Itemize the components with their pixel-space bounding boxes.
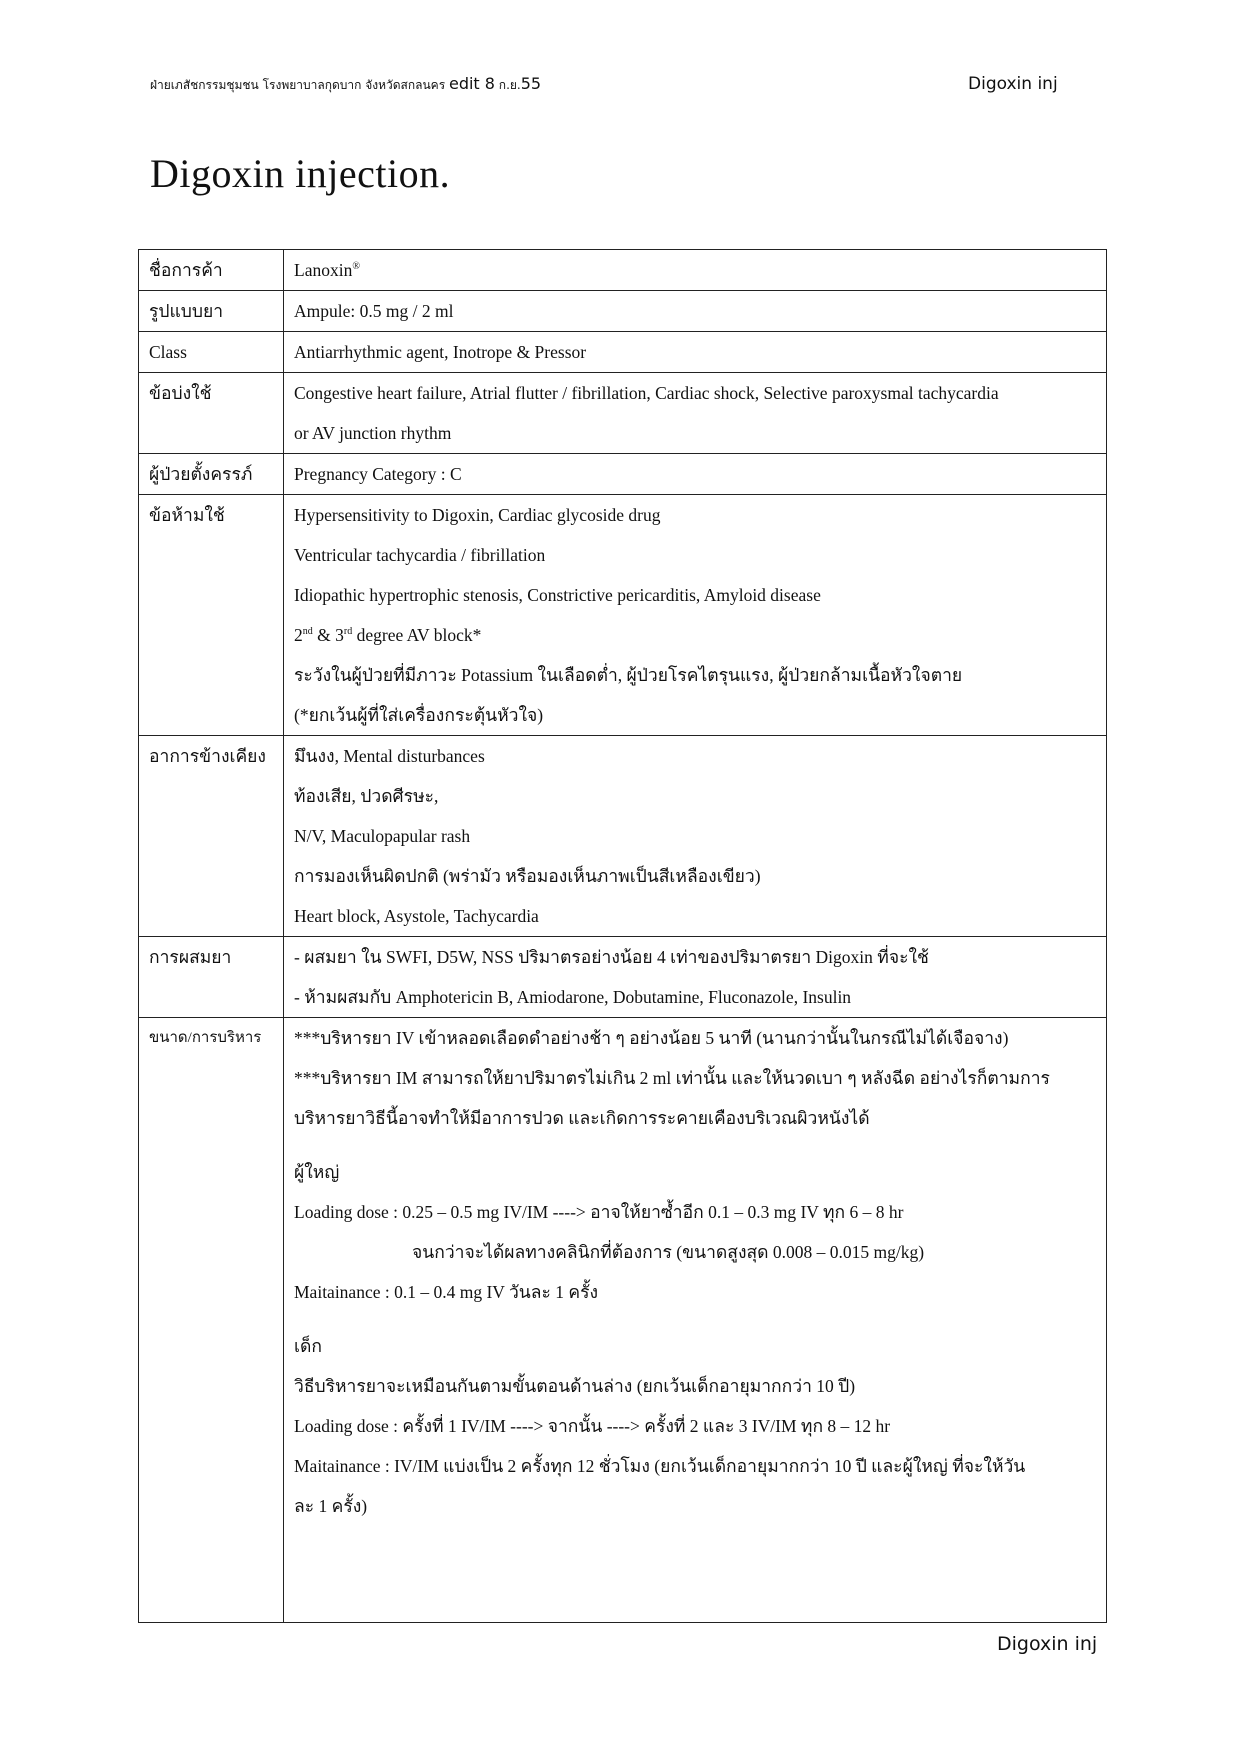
row-label: รูปแบบยา [139,291,284,332]
row-value: Pregnancy Category : C [284,454,1107,495]
row-value: Antiarrhythmic agent, Inotrope & Pressor [284,332,1107,373]
contraindication-line: Hypersensitivity to Digoxin, Cardiac glycoside drug [294,505,661,525]
child-heading: เด็ก [294,1336,322,1356]
mixing-line: - ห้ามผสมกับ Amphotericin B, Amiodarone, Dobutamine, Fluconazole, Insulin [294,987,852,1007]
row-value: Ampule: 0.5 mg / 2 ml [284,291,1107,332]
row-label: ข้อบ่งใช้ [139,373,284,454]
im-note: ***บริหารยา IM สามารถให้ยาปริมาตรไม่เกิน 2 ml เท่านั้น และให้นวดเบา ๆ หลังฉีด อย่างไรก็ตามการ [294,1068,1050,1088]
iv-note: ***บริหารยา IV เข้าหลอดเลือดดำอย่างช้า ๆ อย่างน้อย 5 นาที (นานกว่านั้นในกรณีไม่ได้เจือจาง) [294,1028,1009,1048]
side-effect-line: Heart block, Asystole, Tachycardia [294,906,539,926]
row-label: การผสมยา [139,937,284,1018]
row-value [284,937,1107,1018]
header-date-abbrev: ก.ย. [498,78,521,92]
av-block-line [294,615,1096,655]
spacer [294,1312,1096,1326]
spacer [294,1138,1096,1152]
header-right: Digoxin inj [968,74,1058,94]
av-block-text: degree AV block* [352,625,482,645]
table-row [139,291,1107,332]
row-label: ข้อห้ามใช้ [139,495,284,736]
child-maintenance: ละ 1 ครั้ง) [294,1496,368,1516]
row-value [284,1018,1107,1623]
header-edit: edit 8 [448,74,495,93]
im-note: บริหารยาวิธีนี้อาจทำให้มีอาการปวด และเกิดการระคายเคืองบริเวณผิวหนังได้ [294,1108,870,1128]
header-left [150,74,541,95]
ordinal-suffix: rd [343,626,353,638]
contraindication-line: Idiopathic hypertrophic stenosis, Constrictive pericarditis, Amyloid disease [294,585,821,605]
ordinal-suffix: nd [302,626,313,638]
caution-line: ระวังในผู้ป่วยที่มีภาวะ Potassium ในเลือดต่ำ, ผู้ป่วยโรคไตรุนแรง, ผู้ป่วยกล้ามเนื้อหัวใจตาย [294,665,963,685]
av-block-degree-3: & 3 [312,625,344,645]
adult-heading: ผู้ใหญ่ [294,1162,340,1182]
adult-loading-dose: Loading dose : 0.25 – 0.5 mg IV/IM ----> อาจให้ยาซ้ำอีก 0.1 – 0.3 mg IV ทุก 6 – 8 hr [294,1202,904,1222]
trade-name: Lanoxin [294,260,353,280]
row-value [284,373,1107,454]
note-line: (*ยกเว้นผู้ที่ใส่เครื่องกระตุ้นหัวใจ) [294,705,544,725]
child-maintenance: Maitainance : IV/IM แบ่งเป็น 2 ครั้งทุก 12 ชั่วโมง (ยกเว้นเด็กอายุมากกว่า 10 ปี และผู้ใหญ่ ที่จะให้วัน [294,1456,1026,1476]
row-label: ชื่อการค้า [139,250,284,291]
row-value [284,250,1107,291]
side-effect-line: การมองเห็นผิดปกติ (พร่ามัว หรือมองเห็นภาพเป็นสีเหลืองเขียว) [294,866,761,886]
table-row [139,736,1107,937]
page-title: Digoxin injection. [150,151,451,196]
row-label: อาการข้างเคียง [139,736,284,937]
side-effect-line: ท้องเสีย, ปวดศีรษะ, [294,786,439,806]
av-block-degree-2: 2 [294,625,303,645]
table-row [139,937,1107,1018]
header-year: 55 [520,74,542,93]
table-row [139,250,1107,291]
registered-mark: ® [352,261,360,273]
adult-loading-dose-cont: จนกว่าจะได้ผลทางคลินิกที่ต้องการ (ขนาดสูงสุด 0.008 – 0.015 mg/kg) [412,1242,925,1262]
side-effect-line: N/V, Maculopapular rash [294,826,471,846]
row-label: Class [139,332,284,373]
indication-line: Congestive heart failure, Atrial flutter / fibrillation, Cardiac shock, Selective paroxysmal tachycardia [294,383,999,403]
header-organization: ฝ่ายเภสัชกรรมชุมชน โรงพยาบาลกุดบาก จังหวัดสกลนคร [150,78,446,92]
child-loading-dose: Loading dose : ครั้งที่ 1 IV/IM ----> จากนั้น ----> ครั้งที่ 2 และ 3 IV/IM ทุก 8 – 12 hr [294,1416,891,1436]
footer-text: Digoxin inj [997,1633,1098,1655]
table-row [139,454,1107,495]
adult-maintenance: Maitainance : 0.1 – 0.4 mg IV วันละ 1 ครั้ง [294,1282,599,1302]
table-row [139,1018,1107,1623]
mixing-line: - ผสมยา ใน SWFI, D5W, NSS ปริมาตรอย่างน้อย 4 เท่าของปริมาตรยา Digoxin ที่จะใช้ [294,947,929,967]
drug-info-table [138,249,1107,1623]
side-effect-line: มึนงง, Mental disturbances [294,746,485,766]
row-value [284,495,1107,736]
table-row [139,495,1107,736]
child-method: วิธีบริหารยาจะเหมือนกันตามขั้นตอนด้านล่าง (ยกเว้นเด็กอายุมากกว่า 10 ปี) [294,1376,856,1396]
indication-line: or AV junction rhythm [294,423,452,443]
row-label: ผู้ป่วยตั้งครรภ์ [139,454,284,495]
row-value [284,736,1107,937]
row-label: ขนาด/การบริหาร [139,1018,284,1623]
contraindication-line: Ventricular tachycardia / fibrillation [294,545,546,565]
table-row [139,373,1107,454]
table-row [139,332,1107,373]
